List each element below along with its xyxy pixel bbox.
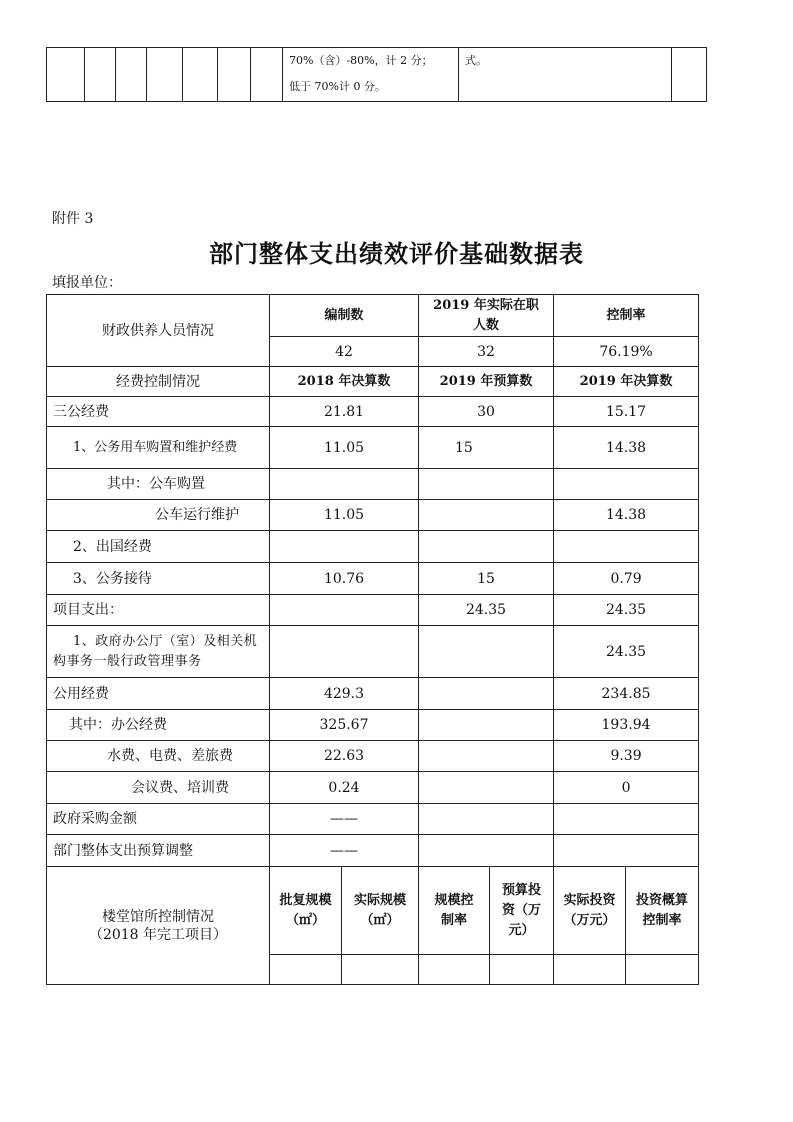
row-value-2018: 11.05 [270,427,419,469]
table-row [47,678,699,710]
row-value-2019-budget [419,804,554,835]
staff-label: 财政供养人员情况 [102,322,214,339]
row-value-2019-final: 24.35 [554,626,699,678]
row-value-2018: 325.67 [270,710,419,741]
row-value-2018: 21.81 [270,397,419,427]
row-value-2019-final: 14.38 [554,427,699,469]
data-table [46,294,699,985]
row-value-2019-budget [419,835,554,867]
table-row [47,741,699,772]
row-value-2019-final [554,804,699,835]
staff-header-rate: 控制率 [554,295,699,337]
row-value-2019-budget: 24.35 [419,595,554,626]
row-value-2019-budget: 15 [419,563,554,595]
row-value-2018: —— [270,804,419,835]
table-row [47,595,699,626]
building-header-actual-scale: 实际规模（㎡） [342,867,419,955]
row-value-2018: —— [270,835,419,867]
row-value-2019-budget [419,531,554,563]
staff-value-actual: 32 [419,337,554,367]
building-value-cell [419,955,490,985]
row-value-2019-final: 24.35 [554,595,699,626]
fragment-cell [116,48,147,102]
row-value-2019-budget [419,678,554,710]
fragment-cell [147,48,183,102]
row-value-2019-final: 234.85 [554,678,699,710]
row-value-2019-budget [419,469,554,500]
expense-header-2019-final: 2019 年决算数 [554,367,699,397]
building-value-cell [554,955,626,985]
row-label: 2、出国经费 [47,531,270,563]
row-value-2019-budget: 30 [419,397,554,427]
row-label: 政府采购金额 [47,804,270,835]
row-value-2019-budget [419,741,554,772]
table-row [47,397,699,427]
staff-header-quota: 编制数 [270,295,419,337]
row-value-2019-final [554,835,699,867]
expense-label: 经费控制情况 [47,367,270,397]
row-value-2019-final: 14.38 [554,500,699,531]
table-row [47,500,699,531]
row-value-2018: 0.24 [270,772,419,804]
row-value-2018: 429.3 [270,678,419,710]
expense-header-2019-budget: 2019 年预算数 [419,367,554,397]
building-header-investment-rate: 投资概算控制率 [626,867,699,955]
fragment-criterion-line1: 70%（含）-80%，计 2 分； [289,54,433,67]
row-label: 公用经费 [47,678,270,710]
row-label: 会议费、培训费 [47,772,270,804]
staff-header-actual: 2019 年实际在职人数 [419,295,554,337]
row-label: 1、政府办公厅（室）及相关机构事务一般行政管理事务 [47,626,270,678]
fragment-cell [47,48,85,102]
fragment-cell [218,48,251,102]
table-row [47,835,699,867]
row-value-2019-final: 0 [554,772,699,804]
row-value-2019-budget [419,710,554,741]
building-value-cell [270,955,342,985]
fragment-cell [183,48,218,102]
row-label: 水费、电费、差旅费 [47,741,270,772]
attachment-label: 附件 3 [52,211,94,227]
row-value-2018 [270,595,419,626]
table-row [47,772,699,804]
row-value-2019-final: 15.17 [554,397,699,427]
row-value-2018 [270,469,419,500]
building-value-cell [626,955,699,985]
fragment-cell [85,48,116,102]
expense-header-2018: 2018 年决算数 [270,367,419,397]
row-label: 3、公务接待 [47,563,270,595]
row-value-2019-final: 9.39 [554,741,699,772]
staff-value-quota: 42 [270,337,419,367]
table-row [47,563,699,595]
table-row [47,531,699,563]
row-value-2019-final [554,531,699,563]
row-value-2019-budget: 15 [419,427,554,469]
building-label-cell [47,867,270,985]
fragment-criterion-line2: 低于 70%计 0 分。 [289,80,386,93]
row-value-2019-final: 0.79 [554,563,699,595]
fragment-right-cell [459,48,672,102]
row-label: 其中：公车购置 [47,469,270,500]
building-value-cell [490,955,554,985]
staff-value-rate: 76.19% [554,337,699,367]
table-row [47,710,699,741]
row-value-2018: 22.63 [270,741,419,772]
row-label: 1、公务用车购置和维护经费 [47,427,270,469]
previous-table-fragment [46,47,707,102]
fragment-right-text: 式。 [465,54,487,67]
building-header-approved-scale: 批复规模（㎡） [270,867,342,955]
filling-unit-label: 填报单位： [52,275,122,291]
table-row [47,427,699,469]
table-row [47,469,699,500]
building-header-budget-investment: 预算投资（万元） [490,867,554,955]
row-value-2018 [270,626,419,678]
row-label: 公车运行维护 [47,500,270,531]
row-label: 部门整体支出预算调整 [47,835,270,867]
row-label: 其中：办公经费 [47,710,270,741]
table-row [47,626,699,678]
fragment-cell [672,48,707,102]
row-value-2019-final [554,469,699,500]
row-label: 项目支出： [47,595,270,626]
building-header-actual-investment: 实际投资（万元） [554,867,626,955]
row-value-2019-budget [419,626,554,678]
row-value-2018 [270,531,419,563]
fragment-criterion-cell [283,48,459,102]
building-label-line2: （2018 年完工项目） [88,926,228,943]
building-label-line1: 楼堂馆所控制情况 [102,908,214,925]
row-value-2018: 10.76 [270,563,419,595]
building-header-scale-rate: 规模控制率 [419,867,490,955]
table-row [47,804,699,835]
row-value-2019-final: 193.94 [554,710,699,741]
page-title: 部门整体支出绩效评价基础数据表 [209,239,584,268]
building-value-cell [342,955,419,985]
fragment-cell [251,48,283,102]
row-value-2019-budget [419,500,554,531]
row-value-2018: 11.05 [270,500,419,531]
row-value-2019-budget [419,772,554,804]
row-label: 三公经费 [47,397,270,427]
staff-label-cell [47,295,270,367]
